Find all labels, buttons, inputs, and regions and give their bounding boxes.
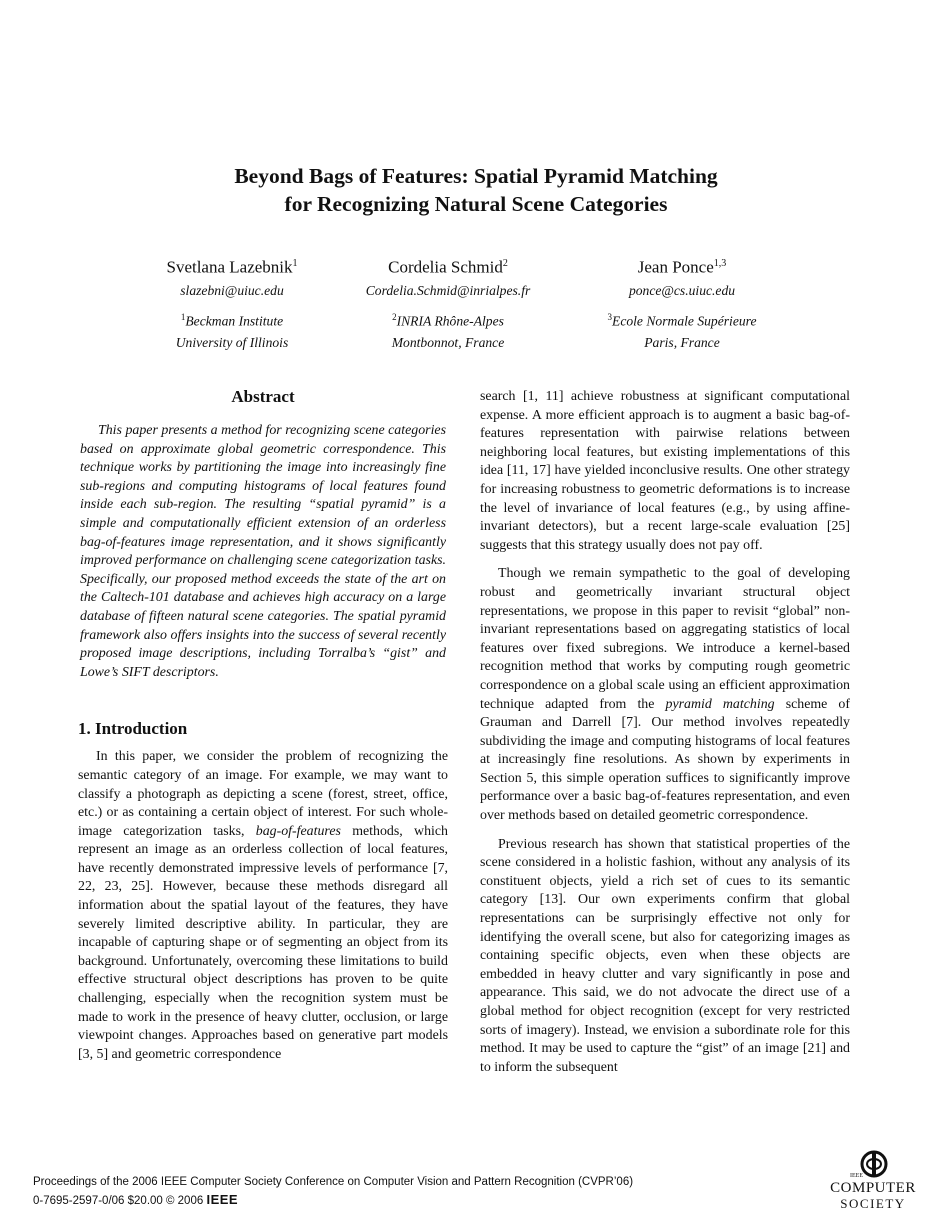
logo-line-1: COMPUTER: [830, 1180, 916, 1196]
author-email: Cordelia.Schmid@inrialpes.fr: [365, 282, 531, 298]
author-3: [542, 252, 822, 354]
computer-society-logo: [826, 1150, 920, 1212]
logo-line-2: SOCIETY: [840, 1196, 906, 1211]
affiliation-line-2: Montbonnot, France: [391, 335, 505, 351]
author-email: slazebni@uiuc.edu: [180, 282, 284, 298]
right-paragraph-1: [480, 565, 850, 825]
affiliation-line-2: Paris, France: [644, 335, 720, 351]
affiliation-line-1: Ecole Normale Supérieure: [612, 313, 757, 329]
intro-paragraph: [78, 748, 448, 1064]
affiliation-line-1: INRIA Rhône-Alpes: [396, 313, 504, 329]
author-name: Jean Ponce: [637, 257, 714, 277]
author-name: Cordelia Schmid: [388, 257, 503, 277]
author-sup: 2: [502, 258, 508, 269]
right-text-b: scheme of Grauman and Darrell [7]. Our method involves repeatedly subdividing the image and computing histograms of local features at increasingly fine resolutions. As shown by experiments in Section 5, this simple operation suffices to significantly improve performance over a basic bag-of-features representation, and even over methods based on detailed geometric correspondence.: [480, 696, 851, 824]
author-name: Svetlana Lazebnik: [166, 257, 293, 277]
right-paragraph-2: Previous research has shown that statistical properties of the scene considered in a holistic fashion, without any analysis of its constituent objects, yield a rich set of cues to its semantic category [13]. Our own experiments confirm that global representations can be surprisingly effective not only for identifying the overall scene, but also for categorizing images as containing specific objects, even when these objects are embedded in heavy clutter and vary significantly in pose and appearance. This said, we do not advocate the direct use of a global method for object recognition (except for very restricted sorts of imagery). Instead, we envision a subordinate role for this method. It may be used to capture the “gist” of an image [21] and to inform the subsequent: [480, 836, 850, 1075]
affiliation-line-2: University of Illinois: [175, 335, 289, 351]
footer-copyright: [33, 1191, 633, 1210]
affiliation-sup: 3: [607, 311, 613, 322]
affiliation-line-1: Beckman Institute: [185, 313, 284, 329]
footer-proceedings: Proceedings of the 2006 IEEE Computer Society Conference on Computer Vision and Pattern Recognition (CVPR’06): [33, 1176, 634, 1188]
right-paragraph-0: search [1, 11] achieve robustness at significant computational expense. A more efficient approach is to augment a basic bag-of-features representation with pairwise relations between neighboring local features, but existing implementations of this idea [11, 17] have yielded inconclusive results. One other strategy for increasing robustness to geometric deformations is to increase the level of invariance of local features (e.g., by using affine-invariant detectors), but a recent large-scale evaluation [25] suggests that this strategy usually does not pay off.: [480, 389, 850, 553]
author-sup: 1,3: [713, 258, 727, 269]
abstract-section: [78, 386, 448, 682]
affiliation-sup: 2: [392, 311, 397, 322]
footer-copyright-text: 0-7695-2597-0/06 $20.00 © 2006: [33, 1195, 207, 1207]
abstract-text: This paper presents a method for recognizing scene categories based on approximate global geometric correspondence. This technique works by partitioning the image into increasingly fine sub-regions and computing histograms of local features found inside each sub-region. The resulting “spatial pyramid” is a simple and computationally efficient extension of an orderless bag-of-features image representation, and it shows significantly improved performance on challenging scene categorization tasks. Specifically, our proposed method exceeds the state of the art on the Caltech-101 database and achieves high accuracy on a large database of fifteen natural scene categories. The spatial pyramid framework also offers insights into the success of several recently proposed image descriptions, including Torralba’s “gist” and Lowe’s SIFT descriptors.: [80, 423, 446, 680]
title-line-2: for Recognizing Natural Scene Categories: [284, 192, 668, 216]
paper-title: [0, 162, 952, 218]
logo-ieee-small: IEEE: [850, 1173, 863, 1179]
affiliation-sup: 1: [180, 311, 186, 322]
page-footer: [33, 1173, 633, 1210]
author-sup: 1: [292, 258, 298, 269]
right-text-a: Though we remain sympathetic to the goal of developing robust and geometrically invariant structural object representations, we propose in this paper to revisit “global” non-invariant representations based on aggregating statistics of local features over fixed subregions. We introduce a kernel-based recognition method that works by computing rough geometric correspondence on a global scale using an efficient approximation technique adapted from the: [480, 566, 850, 712]
computer-society-emblem-icon: [826, 1150, 920, 1182]
ieee-wordmark: IEEE: [206, 1192, 239, 1207]
intro-emphasis: bag-of-features: [255, 823, 341, 839]
left-column: [78, 386, 448, 1074]
author-email: ponce@cs.uiuc.edu: [628, 282, 736, 298]
abstract-heading: Abstract: [231, 387, 295, 406]
intro-text-b: methods, which represent an image as an orderless collection of local features, have recently demonstrated impressive levels of performance [7, 22, 23, 25]. However, because these methods disregard all information about the spatial layout of the features, they have severely limited descriptive ability. In particular, they are incapable of capturing shape or of segmenting an object from its background. Unfortunately, overcoming these limitations to build effective structural object descriptions has proven to be quite challenging, especially when the recognition system must be made to work in the presence of heavy clutter, occlusion, or large viewpoint changes. Approaches based on generative part models [3, 5] and geometric correspondence: [78, 823, 448, 1062]
title-line-1: Beyond Bags of Features: Spatial Pyramid Matching: [234, 164, 718, 188]
right-column: [480, 388, 850, 1087]
intro-text-a: In this paper, we consider the problem of recognizing the semantic category of an image. For example, we may want to classify a photograph as depicting a scene (forest, street, office, etc.) or as containing a certain object of interest. For such whole-image categorization tasks,: [78, 749, 448, 839]
right-emphasis: pyramid matching: [665, 696, 775, 712]
section-heading-introduction: 1. Introduction: [78, 719, 188, 739]
